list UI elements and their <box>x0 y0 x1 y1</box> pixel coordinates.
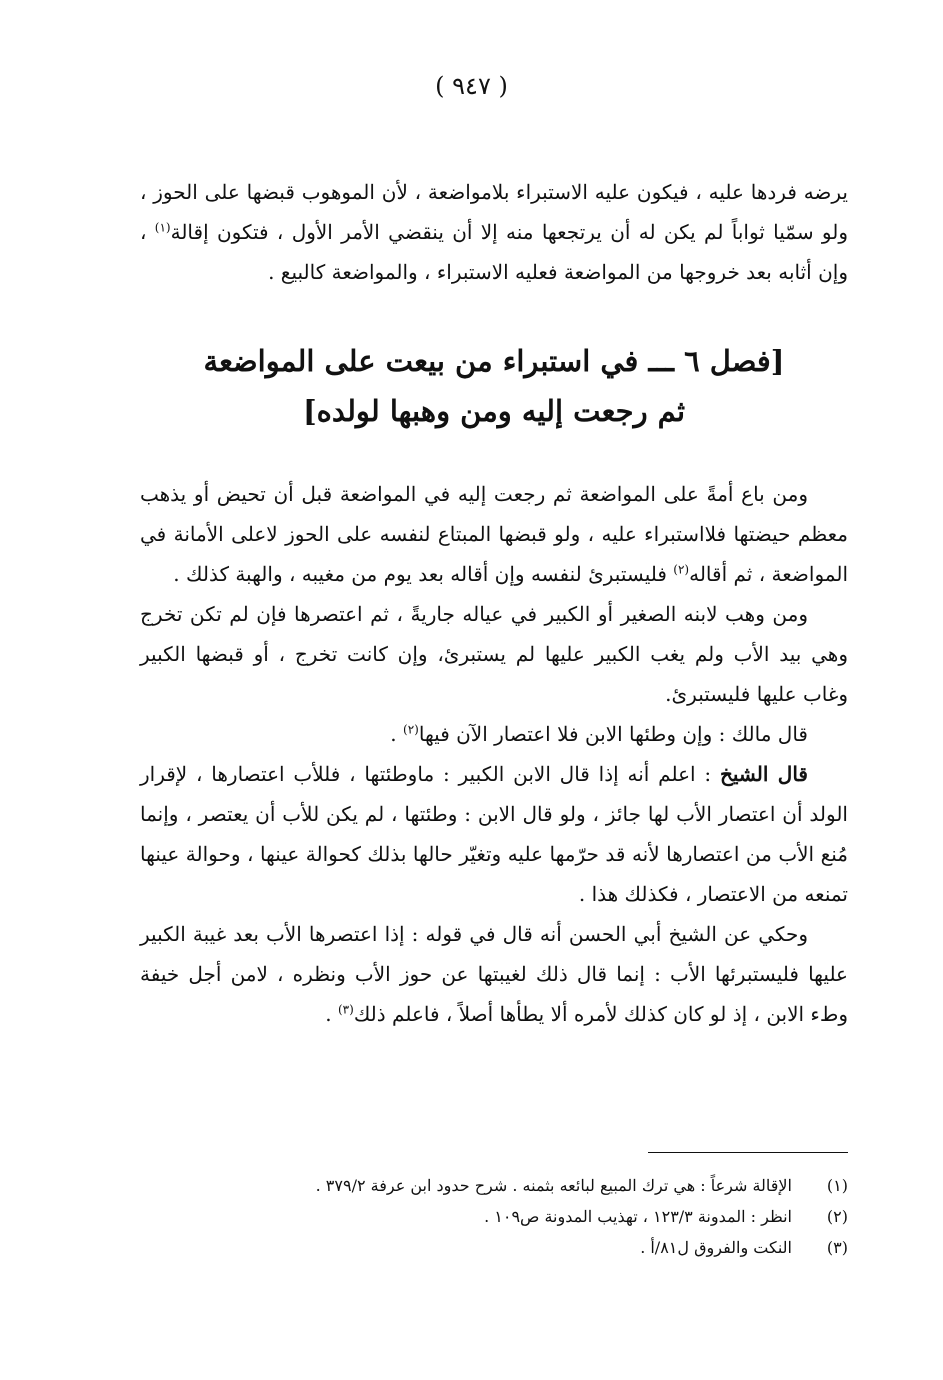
footnote-separator <box>648 1152 848 1153</box>
paragraph-text: فليستبرئ لنفسه وإن أقاله بعد يوم من مغيبه ، والهبة كذلك . <box>173 562 674 586</box>
paragraph-text: ومن باع أمةً على المواضعة ثم رجعت إليه في المواضعة قبل أن تحيض أو يذهب معظم حيضتها فلااستبراء عليه ، ولو قبضها المبتاع لنفسه على الحوز لاعلى الأمانة في المواضعة ، ثم أقاله <box>140 482 848 586</box>
paragraph-text: . <box>390 722 404 746</box>
paragraph-text: يرضه فردها عليه ، فيكون عليه الاستبراء بلامواضعة ، لأن الموهوب قبضها على الحوز ، ولو سمّيا ثواباً لم يكن له أن يرتجعها منه إلا أن ينقضي الأمر الأول ، فتكون إقالة <box>140 180 849 244</box>
section-title <box>140 336 848 436</box>
footnote <box>140 1170 848 1201</box>
footnote <box>140 1232 848 1263</box>
section-title-line-2: ثم رجعت إليه ومن وهبها لولده] <box>302 394 686 428</box>
footnote-text: الإقالة شرعاً : هي ترك المبيع لبائعه بثمنه . شرح حدود ابن عرفة ٣٧٩/٢ . <box>315 1176 792 1195</box>
footnote-number: (٢) <box>826 1207 848 1226</box>
paragraph-text: وحكي عن الشيخ أبي الحسن أنه قال في قوله : إذا اعتصرها الأب بعد غيبة الكبير عليها فليستبرئها الأب : إنما قال ذلك لغيبتها عن حوز الأب ونظره ، لامن أجل خيفة وطء الابن ، إذ لو كان كذلك لأمره ألا يطأها أصلاً ، فاعلم ذلك <box>140 922 848 1026</box>
page-number: ( ٩٤٧ ) <box>435 72 508 100</box>
paragraph <box>140 474 848 594</box>
paragraph-text: . <box>325 1002 338 1026</box>
section-title-line-1: [فصل ٦ ـــ في استبراء من بيعت على المواضعة <box>203 344 785 378</box>
paragraph: ومن وهب لابنه الصغير أو الكبير في عياله جاريةً ، ثم اعتصرها فإن لم تكن تخرج وهي بيد الأب ولم يغب الكبير عليها لم يستبرئ، وإن كانت تخرج ، أو قبضها الكبير وغاب عليها فليستبرئ. <box>140 602 848 706</box>
top-text-block <box>140 172 848 292</box>
footnote-ref: (٢) <box>403 722 419 737</box>
footnote-ref: (٣) <box>337 1002 354 1017</box>
speaker-label: قال الشيخ <box>719 762 808 786</box>
paragraph <box>140 714 848 754</box>
paragraph <box>140 754 848 914</box>
footnote-ref: (١) <box>154 220 171 235</box>
footnote-text: انظر : المدونة ١٢٣/٣ ، تهذيب المدونة ص١٠٩ . <box>484 1207 792 1226</box>
body-text-block <box>140 474 848 1034</box>
footnote-number: (١) <box>826 1176 848 1195</box>
footnote <box>140 1201 848 1232</box>
paragraph <box>140 172 848 292</box>
footnotes <box>140 1170 848 1263</box>
paragraph-text: : اعلم أنه إذا قال الابن الكبير : ماوطئتها ، فللأب اعتصارها ، لإقرار الولد أن اعتصار الأب لها جائز ، ولو قال الابن : وطئتها ، لم يكن للأب أن يعتصر ، وإنما مُنع الأب من اعتصارها لأنه قد حرّمها عليه وتغيّر حالها بذلك كحوالة عينها ، وحوالة عينها تمنعه من الاعتصار ، فكذلك هذا . <box>140 762 848 906</box>
footnote-text: النكت والفروق ل٨١/أ . <box>640 1238 792 1257</box>
paragraph <box>140 914 848 1034</box>
footnote-number: (٣) <box>826 1238 848 1257</box>
paragraph-text: قال مالك : وإن وطئها الابن فلا اعتصار الآن فيها <box>418 722 808 746</box>
paragraph-text: ، وإن أثابه بعد خروجها من المواضعة فعليه الاستبراء ، والمواضعة كالبيع . <box>140 220 848 284</box>
footnote-ref: (٢) <box>673 562 690 577</box>
